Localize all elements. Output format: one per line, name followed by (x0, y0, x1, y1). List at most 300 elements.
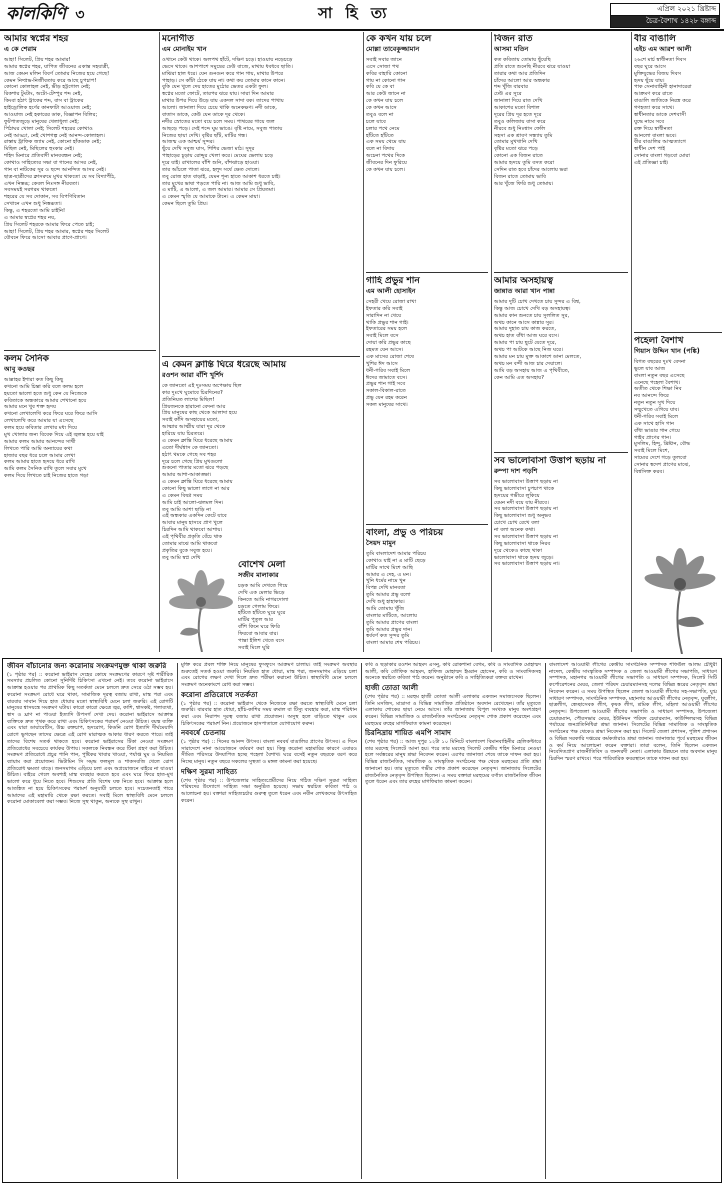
poem-line: তোমার মাঝে আমি থাকবো (162, 540, 218, 547)
poem-line: পান্তা ইলিশ খেতে বসে (238, 637, 285, 644)
poem-line: মুক্তিযুদ্ধের বিজয় দিবস (634, 70, 682, 77)
column-rule (177, 663, 178, 1179)
poem-line: দোয়া করি প্রভুর কাছে (366, 340, 411, 347)
poem-line: আমার মন চায় মুক্ত আকাশে ডানা মেলতে, (494, 353, 582, 360)
poem-line: মাটির পুতুল আর (238, 617, 274, 624)
poem-line: ঈদের জামাতে বসে। (366, 374, 408, 381)
poem-title: আমার স্বপ্নের শহর (4, 34, 69, 44)
poem-line: তারার কথা আর প্রতিদিন (494, 70, 546, 77)
page-number: ৩ (75, 7, 84, 23)
section-title: সা হি ত্য (318, 4, 391, 22)
poem-line: দূরে থেকেও কাছে থাকা (494, 547, 542, 554)
poem-my-dream-city (4, 34, 156, 348)
poem-body (4, 377, 156, 480)
poem-line: তুমি আমার প্রভু বলো (366, 592, 411, 599)
poem-line: ইফতার করি সবাই (366, 305, 403, 312)
poem-line: আমি কলম সৈনিক রাখি তুলে সবার মুখে (4, 466, 87, 473)
poem-body (366, 57, 488, 174)
poem-line: বাঁধা ভাঙার গান গেয়ে (634, 427, 680, 434)
poem-lonely-night (494, 34, 628, 270)
poem-line: স্বপ্নের মতো ফোটে, তারপর ঝরে যায়। সারা দিন আমার (162, 91, 274, 98)
poem-line: আমার কান শুনতে চায় সুললিত সুর, (494, 312, 570, 319)
divider (366, 272, 488, 273)
poem-line: খুশির ঈদ আসে (366, 360, 398, 367)
poem-who-leaves-when (366, 34, 488, 270)
poem-line: পাক সেনাবাহিনী হানাদারেরা (634, 84, 692, 91)
poem-line: রক্ত দিয়ে স্বাধীনতা (634, 125, 673, 132)
poem-line: আমার দুটি চোখ দেখতে চায় সুন্দর এ বিশ্ব, (494, 299, 581, 306)
poem-line: চলার পথে নেমে (366, 125, 400, 132)
poem-line: অথচ কানে আসে কান্নার সুর। (494, 319, 554, 326)
poem-line: কোথাও যাই না এ মাটি ছেড়ে (366, 557, 426, 564)
poem-line: দূরে চলে গেছে প্রিয় মুখগুলো (162, 458, 223, 465)
poem-monogeet (162, 34, 360, 354)
poem-line: থাকি প্রভুর শান গাই। (366, 319, 409, 326)
poem-line: তুমি আমার প্রভুর দান। (366, 626, 413, 633)
poem-line: সোনার বাংলা গড়বো মোরা (634, 153, 690, 160)
poem-line: আজ কেমন মলিন বিবর্ণ তোমার নিজের হয়ে গেছে! (4, 70, 110, 77)
poem-line: আলো। জানালা দিয়ে চেয়ে থাকি অনেকক্ষণ। নদী ডাকে, (162, 105, 277, 112)
poem-line: আর খুঁজে ফিরি শুধু তোমায়। (494, 180, 554, 187)
poem-line: শুকনো পাতার মতো ঝরে পড়ছে (162, 465, 229, 472)
poem-line: কলম দিয়ে লিখতে চাই নিজের হাতে গড়া (4, 473, 89, 480)
poem-line: কিছু ভালোবাসা শুধু অনুভব (494, 513, 552, 520)
poem-author: রুম্পা দাশ পড়শি (494, 467, 538, 476)
poem-line: মুখ খোলার জন্য বিবেক দিয়ে এই জ্বলন্ত হয়ে যাই (4, 431, 104, 438)
poem-line: বাঁশি কিনে ঘরে ফিরি (238, 624, 280, 631)
poem-title: বোশেখ মেলা (238, 560, 286, 570)
poem-line: এ আমার স্বপ্নের শহর নয়, (4, 214, 56, 221)
poem-line: মাথার উপর দিয়ে উড়ে যায় একদল সাদা বক। তাদের পাখায় (162, 98, 284, 105)
poem-line: কেমন ছিলে তুমি প্রিয়। (162, 201, 208, 208)
poem-line: সবাই মিলে মিশে, (634, 448, 670, 455)
poem-line: তার মুখের ভাষা পড়তে পারি না। আজ আমি শুধু ভাবি, (162, 180, 275, 187)
poem-line: আক্রমণ করে রাতে (634, 91, 673, 98)
poem-author: রওশন আরা বাঁশি খুর্শিদ (162, 371, 224, 380)
poem-line: আমার আশা-আকাঙ্ক্ষা। (162, 472, 212, 479)
poem-pen-soldier (4, 354, 156, 654)
poem-line: আমার হৃদয়ে তুমি বসত করো (494, 159, 555, 166)
poem-line: আকাশের মতো বিশাল (494, 105, 540, 112)
poem-line: স্বাধীন দেশ পাই (634, 146, 666, 153)
poem-line: তোমার মুখখানি দেখি (494, 139, 538, 146)
poem-line: সবসময়ই সরগরম থাকতো (4, 187, 58, 194)
poem-line: আহা! সিলেট, প্রিয় শহর আমার, স্বপ্নের শহর সিলেট (4, 228, 110, 235)
poem-line: ২৬শে মার্চ স্বাধীনতা দিবস (634, 57, 687, 64)
poem-line: সারাদিন না খেয়ে (366, 312, 402, 319)
poem-my-helplessness (494, 276, 628, 450)
poem-line: সবাই কাঁদি অসহায়ের মতো, (162, 417, 219, 424)
poem-line: বাংলা নতুন বছর এসেছে (634, 372, 685, 379)
news-body: মুক্তি করে প্রবল শক্তি নিয়ে মানুষের ফুসফুসে আক্রমণ চালায়। তাই সংক্রমণ অবস্থার শুরুতেই সতর্ক হওয়া জরুরি। নিয়মিত হাত ধোয়া, মাস্ক পরা, জনসমাগম এড়িয়ে চলা এবং রোগের লক্ষণ দেখা দিলে দ্রুত পরীক্ষা করানো উচিত। স্বাস্থ্যবিধি মেনে চললে সংক্রমণ অনেকাংশে রোধ করা সম্ভব। (181, 662, 357, 689)
poem-line: চলে যাবে (366, 118, 386, 125)
date-english: এপ্রিল ২০২১ খ্রিষ্টাব্দ (611, 4, 719, 16)
poem-author: এ কে শেরাম (4, 45, 37, 54)
poem-line: নেই আড্ডা, নেই খোশগল্প নেই আনন্দ-কোলাহল। (4, 132, 105, 139)
masthead (0, 0, 724, 28)
poem-title: কে কখন যায় চলে (366, 34, 432, 44)
poem-line: হাঁটতে হাঁটতে ঘুরে ঘুরে (238, 610, 286, 617)
news-column-3 (365, 662, 541, 1178)
poem-line: অথচ মন বন্দী আজ চার দেয়ালে। (494, 360, 563, 367)
poem-line: বিপন্ন দেখি মানবতা (366, 585, 406, 592)
column-rule (631, 32, 632, 652)
poem-line: প্রিয়জনকে হারানো বেদনা আর (162, 403, 226, 410)
poem-line: এই পৃথিবীর প্রকৃতি বেঁচে থাক (162, 533, 223, 540)
poem-line: ঢেউ এর সুরে (494, 91, 522, 98)
poem-author: আসমা মতিন (494, 45, 529, 54)
poem-line: গান বা নাটকের সুর ও ছন্দে আনন্দিত আসর নেই। (4, 166, 106, 173)
divider (366, 524, 488, 525)
literature-section (0, 32, 724, 656)
poem-line: স্বর্ববর্ণ কত সুন্দর তুমি (366, 633, 410, 640)
poem-author: এইচ এম আরশ আলী (634, 45, 692, 54)
poem-line: নতুন নতুন সুখ দিয়ে (634, 400, 676, 407)
poem-line: কেমন নিষ্প্রভ-নির্জীবতায় করে আছে চুপচাপ! (4, 77, 97, 84)
poem-line: তবু আমি স্বপ্ন দেখি (162, 554, 201, 560)
poem-author: মোল্লা তাবেকুজ্জামান (366, 45, 420, 54)
poem-author: এম মোনাইম খান (162, 45, 207, 54)
poem-line: নদীর স্রোতের মতো বয়ে চলে সময়। পাথরের গায়ে জল (162, 118, 275, 125)
poem-body (634, 57, 722, 167)
poem-line: কে কখন আসে (366, 105, 397, 112)
divider (494, 452, 628, 453)
poem-line: হারিয়ে যায় চিরতরে। (162, 431, 205, 438)
date-bangla: চৈত্র-বৈশাখ ১৪২৮ বঙ্গাব্দ (611, 16, 719, 27)
poem-line: সাম্যের দেশে গড়ে তুলবো (634, 455, 687, 462)
poem-line: যৌবনে ফিরে আসো আবার প্রাণে-প্রাণে। (4, 235, 87, 242)
poem-line: আছড়ে পড়ে। সেই শব্দে ঘুম ভাঙে। বৃষ্টি নামে, সবুজ পাতায় (162, 125, 283, 132)
poem-line: কে কখন যায় চলে (366, 98, 404, 105)
poem-line: দেখি শুধু হাহাকার। (366, 599, 405, 606)
poem-line: ভুলে যাব আজ (634, 365, 666, 372)
poem-line: প্রতিনিয়ত লাশের মিছিল! (162, 396, 215, 403)
poem-line: চড়তে গেলাম ফিরে। (238, 603, 280, 610)
poem-line: তুমি আমার প্রাণের বাংলা (366, 619, 418, 626)
poem-brave-bengali (634, 34, 722, 330)
poem-author: গিয়াস উদ্দিন খান (পঙ্কি) (634, 347, 700, 356)
poem-line: আত্মার আত্মীয় যারা দূর থেকে (162, 424, 226, 431)
flower-illustration (166, 560, 236, 652)
poem-line: ধনী-গরিব সবাই মিলে (634, 413, 679, 420)
poem-line: ছুঁয়ে দেখি সবুজ ঘাস, শিশির ভেজা মাঠ। সুদূর (162, 146, 255, 153)
poem-line: প্রিয় সিলেট শহরকে আমার ফিরে পেতে চাই; (4, 221, 95, 228)
flower-illustration (640, 542, 720, 654)
poem-line: কখনো লেখালেখি করে ফিরে ঘরে ফিরে আসি (4, 411, 98, 418)
poem-line: হঠাৎ থমকে গেছে সব শহর (162, 451, 217, 458)
poem-line: কত কবিতায় তোমায় ছুঁয়েছি (494, 57, 551, 64)
poem-line: কোনো কোলাহল নেই, ভীড় হট্টগোল নেই; (4, 84, 91, 91)
poem-line: বিগত বছরের দুঃখ বেদনা (634, 359, 686, 366)
poem-line: এ কেমন ক্লান্তি ঘিরে ধরেছে আমায় (162, 437, 233, 444)
news-body: (শেষ পৃষ্ঠার পর) :: মরহুম হাজী তোতা আলী এলাকার একজন সমাজসেবক ছিলেন। তিনি মসজিদ, মাদ্রাসা ও বিভিন্ন সামাজিক প্রতিষ্ঠানে অবদান রেখেছেন। তাঁর মৃত্যুতে এলাকায় শোকের ছায়া নেমে আসে। তাঁর জানাজায় বিপুল সংখ্যক মানুষ অংশগ্রহণ করেন। বিভিন্ন সামাজিক ও রাজনৈতিক সংগঠনের নেতৃবৃন্দ শোক প্রকাশ করেছেন এবং মরহুমের রুহের মাগফিরাত কামনা করেছেন। (365, 693, 541, 727)
poem-line: হয়তো ভালো হতে শুধু কেন যে নিজেকে (4, 390, 87, 397)
poem-author: এম আলী হোসাইন (366, 287, 416, 296)
poem-bangla-identity (366, 528, 488, 654)
brand-name: কালকিণি (6, 4, 66, 24)
poem-line: সেদিন রাত হবে চাঁদের আলোয় ভরা (494, 166, 568, 173)
news-headline: জীবন বাঁচানোর জন্য করোনায় সংক্রমণমুক্ত থাকা জরুরি (7, 662, 167, 670)
poem-line: কিন্তু আজ চোখে দেখি বড় অসহায়ত্ব। (494, 305, 571, 312)
column-rule (491, 32, 492, 652)
poem-line: আমার দুহাত চায় কাজ করতে, (494, 326, 556, 333)
poem-author: জান্নাত আরা খান পান্না (494, 287, 555, 296)
poem-line: শহরের যে সব দোকান, সব বিপণিবিতান (4, 194, 86, 201)
poem-line: এতো দীর্ঘশ্বাস কে জানতো। (162, 444, 218, 451)
poem-line: শহিদ মিনারে প্রতিবাদী মানববন্ধন নেই; (4, 153, 83, 160)
poem-title: এ কেমন ক্লান্তি ঘিরে ধরেছে আমায় (162, 360, 287, 370)
poem-title: সব ভালোবাসা উত্তাপ ছড়ায় না (494, 456, 606, 466)
poem-line: আমার কলম আমার আনন্দের সাথী (4, 438, 76, 445)
poem-line: বলে না বিদায় (366, 146, 395, 153)
poem-line: কোথাও সাহিত্যের সভা বা গানের আসর নেই, (4, 159, 98, 166)
poem-not-all-love (494, 456, 628, 654)
poem-line: সব ভালোবাসা উত্তাপ ছড়ায় না (494, 506, 558, 513)
poem-line: হাজার বছর ধরে চলে আমার লেখা (4, 452, 76, 459)
poem-line: তার আঁচলে পাতা ঝরে, হলুদ সর্ষে ক্ষেত দোলে। (162, 166, 260, 173)
poem-body (366, 299, 488, 409)
poem-line: এই প্রতিজ্ঞা চাই। (634, 159, 669, 166)
poem-line: তবু আমি আশা ছাড়ি না (162, 506, 211, 513)
news-headline: চিরনিদ্রায় শায়িত এমপি সামাদ (365, 728, 451, 738)
poem-line: এ কেমন ক্লান্তি ঘিরে ধরেছে আমায় (162, 479, 233, 486)
poem-line: কোনো কিছু ভালো লাগে না আর (162, 485, 230, 492)
poem-line: ভালোবাসা থাকে হৃদয় জুড়ে। (494, 554, 554, 561)
poem-line: এক সাথে হাসি গান (634, 420, 675, 427)
poem-line: গণহত্যা করে সাথে। (634, 105, 675, 112)
poem-line: বুকি যেন খুলে দেয় হাতের মুঠোর ভেতর একটা ফুল। (162, 84, 268, 91)
poem-line: সকাল-বিকাল-রাতে (366, 388, 406, 395)
poem-body (634, 359, 722, 476)
poem-line: ধনী-গরিব সবাই মিলে (366, 367, 411, 374)
poem-line: বছর ঘুরে আসে (634, 63, 666, 70)
poem-line: রিকশার টুংটাং, অটো-টেম্পুর শব্দ নেই, (4, 91, 83, 98)
poem-line: আবার মানুষ হাসবে প্রাণ খুলে (162, 520, 223, 527)
poem-line: তবুও কলিজায় বাসা করে (494, 118, 546, 125)
poem-line: কেন আমি এত অসহায়? (494, 374, 544, 381)
poem-line: রাস্তায় ট্রাফিক জ্যাম নেই, কোনো হাঁকডাক নেই; (4, 139, 102, 146)
poem-line: চোখে চোখ রেখে বলা (494, 520, 540, 527)
poem-line: কলম হয়ে কবিতার লেখার মধ্য দিয়ে (4, 425, 78, 432)
poem-line: আল্লাহর ইশারা কত কিছু কিছু (4, 377, 64, 384)
poem-line: শব্দ খুঁজি বারবার (494, 84, 529, 91)
poem-line: নিজের ছায়া দেখি। বৃষ্টির ছাঁট, মাটির গন্ধ। (162, 132, 248, 139)
news-headline: করোনা প্রতিরোধে সতর্কতা (181, 689, 258, 699)
poem-line: আমার এ দেহ, এ মন। (366, 571, 411, 578)
poem-line: কিছু ভালোবাসা চুপচাপ থাকে (494, 485, 555, 492)
poem-line: ভেসে থাকে। আশপাশে সমুদ্রের ঢেউ বাজে, মাথায় ধবধবে ছাতি। (162, 63, 293, 70)
poem-body (238, 583, 360, 652)
poem-line: আজন্ম এক আশ্চর্য সুন্দর। (162, 139, 215, 146)
poem-line: অতীত থেকে শিক্ষা নিব (634, 386, 682, 393)
poem-line: গাইব প্রাণের গান। (634, 434, 672, 441)
column-rule (361, 663, 362, 1179)
poem-title: কলম সৈনিক (4, 354, 49, 364)
poem-line: ফুটপাতজুড়ে মানুষের খেলাধুলা নেই; (4, 118, 79, 125)
poem-line: সহসা এক শ্রাবণ সন্ধ্যায় তুমি (494, 132, 553, 139)
poem-line: না বলা অনেক কথা। (494, 527, 536, 534)
poem-line: দূরে যাই। রাখালের বাঁশি শুনি, বাঁশঝাড়ে হাওয়া। (162, 159, 260, 166)
poem-line: বাঙালি জাতিকে নিরস্ত্র করে (634, 98, 691, 105)
poem-line: বাংলা আমার শেষ পরিচয়। (366, 640, 420, 647)
poem-line: নীরবে শুধু নিঃশ্বাস ফেলি (494, 125, 546, 132)
poem-line: কলম আমার হাতে হৃদয়ে ধরে রাখি (4, 459, 75, 466)
column-rule (363, 32, 364, 652)
poem-line: বাংলার মাটিতে, আলোয় (366, 612, 418, 619)
poem-line: ফিরবো আবার বার। (238, 631, 279, 638)
poem-line: মাঝিরা হাল ধরে। যেন গুনগুন করে গান গায়, মাথার উপরে (162, 70, 284, 77)
poem-line: ছাত্র-ছাত্রীদের ক্লাসরুমে মুখর থাকতো যে সব বিদ্যাপীঠ, (4, 173, 116, 180)
poem-title: মনোগীত (162, 34, 194, 44)
poem-line: বাতাস ডাকে, কেউ যেন ডাকে দূর থেকে। (162, 111, 246, 118)
poem-line: সব ভালোবাসা উত্তাপ ছড়ায় না (494, 479, 558, 486)
news-body: (শেষ পৃষ্ঠার পর) :: উপজেলার সাহিত্যপ্রেমীদের নিয়ে গঠিত দক্ষিণ সুরমা সাহিত্য পরিষদের উদ্যোগে সাহিত্য সভা অনুষ্ঠিত হয়েছে। সভায় স্বরচিত কবিতা পাঠ ও আলোচনা হয়। বক্তারা সাহিত্যচর্চার গুরুত্ব তুলে ধরেন এবং নবীন লেখকদের উৎসাহিত করেন। (181, 777, 357, 804)
poem-body (4, 57, 156, 242)
poem-what-fatigue (162, 360, 360, 560)
poem-boishakh-mela (238, 560, 360, 652)
poem-line: কিন্তু, এ শহরতো আমি চাইনি! (4, 207, 66, 214)
poem-line: মিছিল নেই, মিছিলের হুংকার নেই। (4, 146, 75, 153)
poem-line: পাহাড়। সে কাঁটা ঠেকে যায় না। কথা কয় তোমার কানে কানে। (162, 77, 286, 84)
poem-line: কার দুঃখে ঘুমোবে চিরদিনের? (162, 389, 223, 396)
poem-body (494, 57, 628, 187)
column-rule (545, 663, 546, 1179)
poem-line: সব ভালোবাসা উত্তাপ ছড়ায় না। (494, 561, 560, 568)
poem-line: গায় না কোনো গান (366, 77, 406, 84)
poem-title: বীর বাঙালি (634, 34, 676, 44)
poem-body (494, 479, 628, 568)
poem-line: আমার স্বপ্নের শহর, যাপিত জীবনের একান্ত সহযাত্রী, (4, 63, 110, 70)
poem-line: বৃষ্টির মতো ঝরে পড়ে (494, 146, 538, 153)
divider (494, 272, 628, 273)
poem-line: সেখানে এখন শুধু নিস্তব্ধতা। (4, 201, 62, 208)
poem-line: অথচ হাত বাঁধা আজ ঘরে বসে। (494, 333, 559, 340)
poem-line: কিছু ভালোবাসা থাকে নিরব (494, 540, 551, 547)
poem-line: পিঠাঘর খোলা নেই; সিলেট শহরের কোথাও (4, 125, 93, 132)
news-body: (শেষ পৃষ্ঠার পর) :: আজ দুপুর ১২টা ১০ মিনিটে বাংলাদেশ বিমানবাহিনীর হেলিকপ্টারে তার মরদেহ সিলেটে আনা হয়। পরে তার মরদেহ সিলেট কেন্দ্রীয় শহিদ মিনারে নেওয়া হলে সর্বস্তরের মানুষ শ্রদ্ধা নিবেদন করেন। এরপর জানাজা শেষে তাকে দাফন করা হয়। বিভিন্ন রাজনৈতিক, সামাজিক ও সাংস্কৃতিক সংগঠনের পক্ষ থেকে মরহুমের প্রতি শ্রদ্ধা জানানো হয়। তার মৃত্যুতে গভীর শোক প্রকাশ করেছেন নেতৃবৃন্দ। জানাজায় সিলেটের রাজনৈতিক নেতৃবৃন্দ উপস্থিত ছিলেন। এ সময় বক্তারা মরহুমের বর্ণাঢ্য রাজনৈতিক জীবন তুলে ধরেন এবং তার রুহের মাগফিরাত কামনা করেন। (365, 739, 541, 786)
poem-line: বিশ্বসিক্ত করব। (634, 468, 665, 475)
poem-title: আমার অসহায়ত্ব (494, 276, 553, 286)
poem-line: যুদ্ধে নামে সবে (634, 118, 665, 125)
poem-line: প্রতি রাতে শুনেছি নীরবে ঝরে যাওয়া (494, 63, 571, 70)
poem-body (366, 551, 488, 647)
poem-line: কিনতে আমি নাগরদোলা (238, 596, 289, 603)
poem-line: হাইড্রোলিক হর্ণের কানফাটা আওয়াজ নেই; (4, 105, 92, 112)
poem-line: প্রভুর শান গাই সবে (366, 381, 406, 388)
poem-body (162, 383, 360, 560)
poem-line: বিজন রাতে তোমায় ভাবি (494, 173, 547, 180)
column-rule (159, 32, 160, 652)
poem-line: তবু রোজ হাত বাড়াই, যেমন শূন্য হাতে আকাশ ধরতে চাই। (162, 173, 281, 180)
poem-title: বিজন রাত (494, 34, 533, 44)
poem-line: হৃদয় ছুঁয়ে যায়। (634, 77, 665, 84)
poem-line: কে জানতো এই দুঃসময় অপেক্ষায় ছিল (162, 383, 242, 390)
poem-line: সবাই মিলে বসে (366, 333, 399, 340)
poem-line: এ কেমন স্মৃতি যে আমাকে টানে। এ কেমন মায়া। (162, 194, 260, 201)
news-section (2, 658, 722, 1183)
poem-line: কখনো আমি চিন্তা করি বলে কলম হলে (4, 383, 84, 390)
poem-line: কবিতাকে অন্ধকারে আমার শেখানো হয়ে (4, 397, 87, 404)
poem-line: লেখালেখি করে আমার যা এসেছে (4, 418, 74, 425)
poem-line: মুসলিম, হিন্দু, খ্রিষ্টান, বৌদ্ধ (634, 441, 691, 448)
poem-line: আমি চাই আলো-ঝলমল দিন। (162, 499, 224, 506)
poem-line: সব ভালোবাসা উত্তাপ ছড়ায় না (494, 533, 558, 540)
poem-line: আহা! সিলেট, প্রিয় শহর আমার! (4, 57, 71, 64)
poem-line: প্রভু যেন রহম করেন (366, 395, 407, 402)
poem-line: স্বাধীনতার ডাকে দেশবাসী (634, 111, 686, 118)
poem-line: আওয়াজ নেই হকারের ডাক, বিজ্ঞাপন বিলির; (4, 111, 98, 118)
poem-line: মাটির সাথে মিশে আছি (366, 564, 414, 571)
poem-body (162, 57, 360, 208)
news-column-4 (549, 662, 717, 1178)
poem-line: বীর বাঙালির আত্মত্যাগে (634, 139, 686, 146)
poem-line: এক মাসের রোজা শেষে (366, 353, 414, 360)
poem-line: আর কেউ জানে না (366, 91, 406, 98)
poem-line: আমি তোমায় খুঁজি (366, 605, 405, 612)
divider (634, 332, 722, 333)
poem-author: আবু কওছর (4, 365, 35, 374)
poem-line: প্রকৃতির বুকে সবুজ হয়ে। (162, 547, 212, 554)
poem-line: প্রিয় মানুষের কাছ থেকে আলাদা হয়ে (162, 410, 237, 417)
divider (4, 350, 156, 351)
poem-line: কিংবা হঠাৎ ট্রাকের শব্দ, বাস বা ট্রাকের (4, 98, 84, 105)
poem-line: এ কেমন বিষণ্ণ সময় (162, 492, 203, 499)
news-body: (১ পৃষ্ঠার পর) :: করোনা ভাইরাস থেকে নিজেকে রক্ষা করতে স্বাস্থ্যবিধি মেনে চলা জরুরি। বারবার হাত ধোয়া, হাঁচি-কাশির সময় রুমাল বা টিস্যু ব্যবহার করা, মাস্ক পরিধান করা এবং নিরাপদ দূরত্ব বজায় রাখা প্রয়োজন। অসুস্থ হলে বাড়িতে থাকুন এবং চিকিৎসকের পরামর্শ নিন। প্রয়োজনে হাসপাতালে যোগাযোগ করুন। (181, 700, 357, 727)
poem-line: তবুও বলে না (366, 111, 394, 118)
divider (162, 356, 360, 357)
poem-line: কবি যে কে বা (366, 84, 395, 91)
news-body: (১ পৃষ্ঠার পর) :: দিনের আনন্দ উৎসব। বাংলা নববর্ষ বাঙালির প্রাণের উৎসব। এ দিনে সারাদেশে নানা আয়োজনে বর্ষবরণ করা হয়। কিন্তু করোনা মহামারির কারণে এবারও সীমিত পরিসরে উদযাপিত হচ্ছে পহেলা বৈশাখ। ঘরে বসেই নতুন বছরকে বরণ করে নিচ্ছে মানুষ। নতুন বছরে সকলের সুস্থতা ও মঙ্গল কামনা করা হয়েছে। (181, 739, 357, 766)
news-headline: দক্ষিণ সুরমা সাহিত্য (181, 766, 237, 776)
poem-line: এ মাটি, এ আলো, এ জল আমার। আমার সে প্রিয়তমা। (162, 187, 276, 194)
poem-author: সৈয়দ মামুন (366, 539, 396, 548)
poem-line: এখন নিস্তব্ধ; কেবল নিঃসঙ্গ নীরবতা। (4, 180, 80, 187)
poem-line: হাঁটতে হাঁটতে (366, 132, 394, 139)
poem-line: অচেনা পথের দিকে (366, 153, 406, 160)
news-body: বাংলাদেশ আওয়ামী লীগের কেন্দ্রীয় সাংগঠনিক সম্পাদক শফিউল আলম চৌধুরী নাদেল, কেন্দ্রীয় সাংস্কৃতিক সম্পাদক ও জেলা আওয়ামী লীগের সভাপতি, সাধারণ সম্পাদক, মহানগর আওয়ামী লীগের সভাপতি ও সাধারণ সম্পাদক, সিলেট সিটি কর্পোরেশনের মেয়র, জেলা পরিষদ চেয়ারম্যানসহ দলের বিভিন্ন স্তরের নেতৃবৃন্দ শ্রদ্ধা নিবেদন করেন। এ সময় উপস্থিত ছিলেন জেলা আওয়ামী লীগের সহ-সভাপতি, যুগ্ম সাধারণ সম্পাদক, সাংগঠনিক সম্পাদক, মহানগর আওয়ামী লীগের নেতৃবৃন্দ, যুবলীগ, ছাত্রলীগ, স্বেচ্ছাসেবক লীগ, কৃষক লীগ, শ্রমিক লীগ, মহিলা আওয়ামী লীগের নেতৃবৃন্দ। উপজেলা আওয়ামী লীগের সভাপতি ও সাধারণ সম্পাদক, উপজেলা চেয়ারম্যান, পৌরসভার মেয়র, ইউনিয়ন পরিষদ চেয়ারম্যান, কাউন্সিলরসহ বিভিন্ন পর্যায়ের জনপ্রতিনিধিরা শ্রদ্ধা জানান। সিলেটের বিভিন্ন সামাজিক ও সাংস্কৃতিক সংগঠনের পক্ষ থেকেও শ্রদ্ধা নিবেদন করা হয়। সিলেট জেলা প্রশাসন, পুলিশ প্রশাসন ও বিভিন্ন সরকারি দপ্তরের কর্মকর্তারাও শ্রদ্ধা জানান। জানাজার পূর্বে মরহুমের জীবন ও কর্ম নিয়ে আলোচনা করেন বক্তারা। তারা বলেন, তিনি ছিলেন একজন নিবেদিতপ্রাণ রাজনীতিবিদ ও জনদরদী নেতা। এলাকার উন্নয়নে তার অবদান মানুষ চিরদিন স্মরণ রাখবে। পরে পারিবারিক কবরস্থানে তাকে দাফন করা হয়। (549, 662, 717, 763)
news-column-1 (7, 662, 173, 1178)
poem-line: আমি বড় অসহায় আজ এ পৃথিবীতে, (494, 367, 570, 374)
poem-line: খুনি ধর্মের নামে খুন (366, 578, 406, 585)
poem-line: কে কখন যায় চলে। (366, 166, 405, 173)
poem-line: পাহাড়ের চূড়ায় রোদ্দুর খেলা করে। মেঘের ভেলায় চড়ে (162, 153, 274, 160)
poem-line: সবাই সবার জানে (366, 57, 402, 64)
poem-line: সবাই মিলে ঘুরি (238, 644, 270, 651)
poem-line: সকল মানুষের সাথে। (366, 401, 408, 408)
poem-line: ইফতারের সময় হলে (366, 326, 408, 333)
poem-line: চিরদিন আমি থাকবো আশায়। (162, 527, 223, 534)
masthead-rule (0, 29, 724, 31)
news-headline: হাজী তোতা আলী (365, 683, 419, 693)
date-box (610, 3, 720, 28)
poem-line: নব আনন্দে ফিরে (634, 393, 669, 400)
poem-line: আমার মনে খুব শক্ত হৃদয় (4, 404, 57, 411)
poem-author: সজীব মালাকার (238, 571, 279, 580)
poem-line: লিখতে পারি আমি অন্যায়ের কথা (4, 445, 73, 452)
poem-praise-lord (366, 276, 488, 522)
poem-line: অথচ পা আটকে আছে নিজ ঘরে। (494, 347, 564, 354)
news-headline: নববর্ষে চেতনায় (181, 728, 226, 738)
poem-line: জানালা দিয়ে রাত দেখি (494, 98, 543, 105)
poem-line: তুমি বাংলাদেশ আমার পরিচয় (366, 551, 427, 558)
poem-line: চাঁদের আলো আর অন্ধকার (494, 77, 550, 84)
poem-title: গাহি প্রভুর শান (366, 276, 420, 286)
poem-line: ওখানে কেউ থাকে। অলপথ হাঁটে, দক্ষিণ চড়ে। হাওয়ায় নড়েচড়ে (162, 57, 293, 64)
poem-line: যেমন নদী বয়ে যায় নীরবে। (494, 499, 549, 506)
poem-title: পহেলা বৈশাখ (634, 336, 684, 346)
poem-line: এনেছে পহেলা বৈশাখ। (634, 379, 681, 386)
poem-pohela-boishakh (634, 336, 722, 542)
